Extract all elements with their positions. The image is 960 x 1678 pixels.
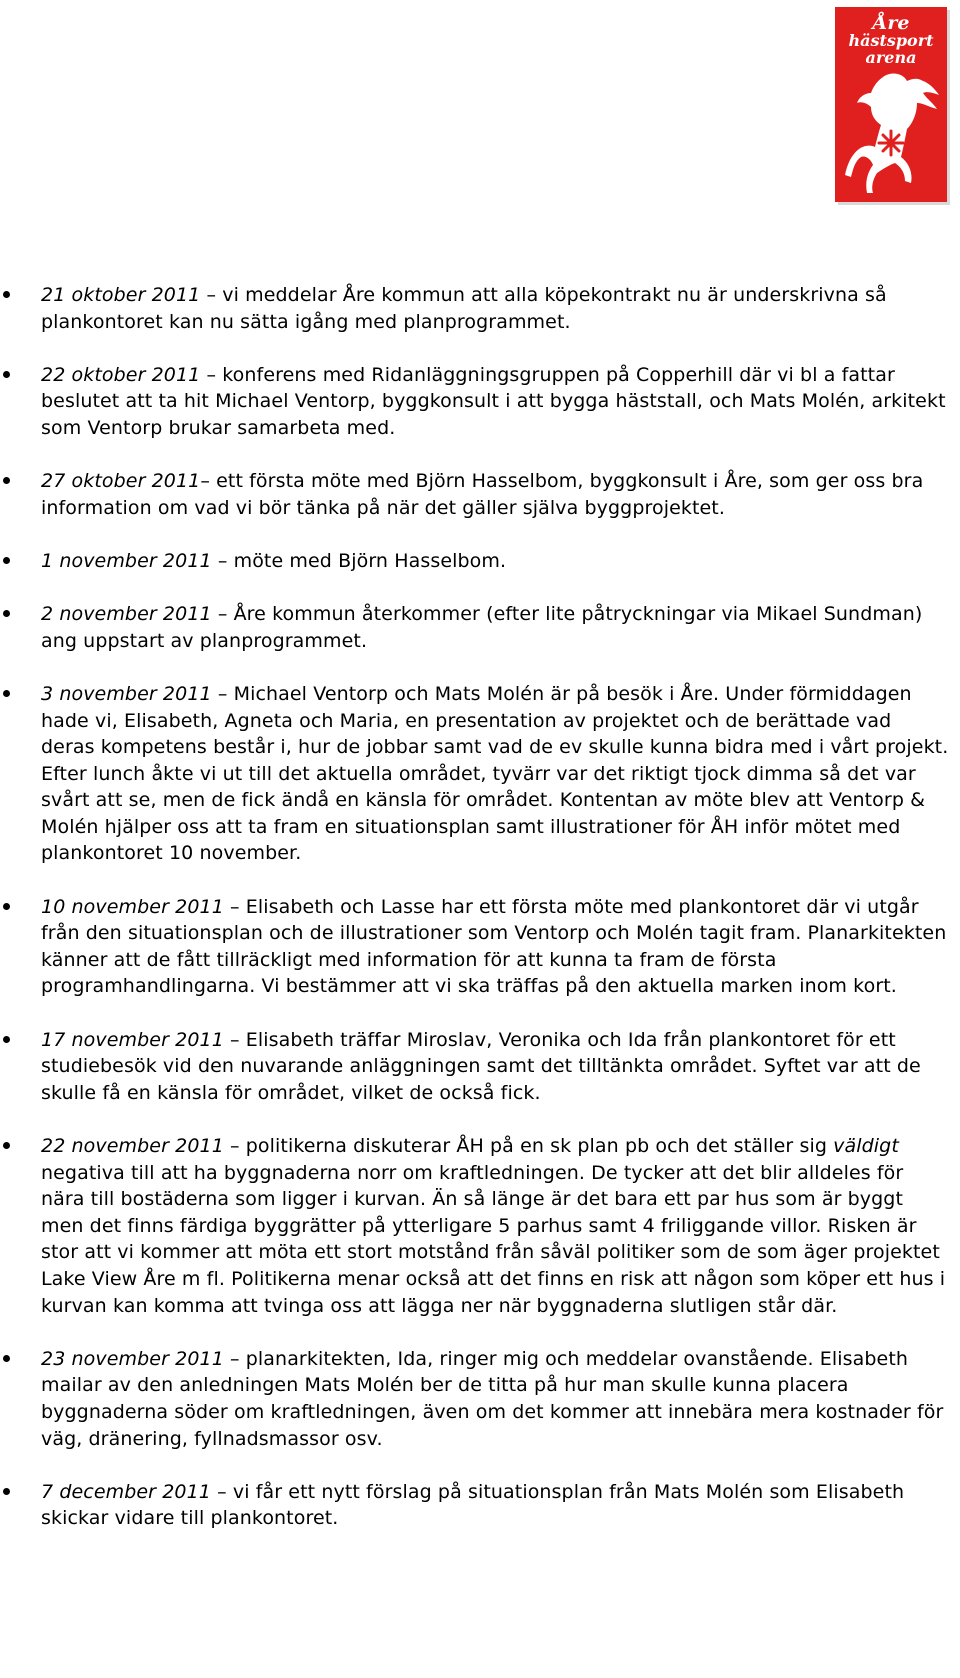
entry-date: 2 november 2011 (41, 603, 212, 626)
bullet-icon (3, 1036, 10, 1043)
bullet-icon (3, 1488, 10, 1495)
entry-date: 1 november 2011 (41, 549, 212, 572)
entry-date: 27 oktober 2011 (41, 470, 201, 493)
entry-date: 3 november 2011 (41, 682, 212, 705)
entry-text: – Åre kommun återkommer (efter lite påtryckningar via Mikael Sundman) ang uppstart av planprogrammet. (41, 603, 923, 652)
logo-wordmark (835, 12, 947, 67)
bullet-icon (3, 557, 10, 564)
list-item (0, 468, 960, 521)
list-item (0, 362, 960, 442)
bullet-icon (3, 371, 10, 378)
bullet-icon (3, 610, 10, 617)
logo-line-3: arena (865, 48, 917, 67)
logo-line-2: hästsport (848, 31, 934, 50)
entry-date: 10 november 2011 (41, 895, 224, 918)
logo-line-1: Åre (872, 12, 910, 34)
activity-log (0, 282, 960, 1559)
entry-date: 22 oktober 2011 (41, 363, 201, 386)
entry-date: 23 november 2011 (41, 1347, 224, 1370)
bullet-icon (3, 1355, 10, 1362)
entry-text: – Michael Ventorp och Mats Molén är på besök i Åre. Under förmiddagen hade vi, Elisabeth, Agneta och Maria, en presentation av projektet och de berättade vad deras kompetens består i, hur de jobbar samt vad de ev skulle kunna bidra med i vårt projekt. Efter lunch åkte vi ut till det aktuella området, tyvärr var det riktigt tjock dimma så det var svårt att se, men de fick ändå en känsla för området. Kontentan av möte blev att Ventorp & Molén hjälper oss att ta fram en situationsplan samt illustrationer för ÅH inför mötet med plankontoret 10 november. (41, 682, 949, 865)
entry-text-before: – politikerna diskuterar ÅH på en sk plan pb och det ställer sig (223, 1135, 834, 1157)
entry-text: – vi meddelar Åre kommun att alla köpekontrakt nu är underskrivna så plankontoret kan nu sätta igång med planprogrammet. (41, 284, 887, 333)
list-item (0, 1027, 960, 1107)
entry-text: – ett första möte med Björn Hasselbom, byggkonsult i Åre, som ger oss bra information om vad vi bör tänka på när det gäller själva byggprojektet. (41, 470, 924, 519)
entry-text: – planarkitekten, Ida, ringer mig och meddelar ovanstående. Elisabeth mailar av den anledningen Mats Molén ber de titta på hur man skulle kunna placera byggnaderna söder om kraftledningen, även om det kommer att innebära mera kostnader för väg, dränering, fyllnadsmassor osv. (41, 1347, 944, 1450)
entry-date: 21 oktober 2011 (41, 284, 201, 306)
entry-text: – vi får ett nytt förslag på situationsplan från Mats Molén som Elisabeth skickar vidare till plankontoret. (41, 1480, 905, 1530)
list-item (0, 548, 960, 575)
bullet-icon (3, 477, 10, 484)
bullet-icon (3, 291, 10, 298)
list-item (0, 1133, 960, 1319)
entry-date: 17 november 2011 (41, 1028, 224, 1051)
entry-emphasis: väldigt (833, 1135, 899, 1157)
horse-icon (843, 69, 941, 197)
logo (835, 7, 947, 202)
list-item (0, 601, 960, 654)
entry-date: 22 november 2011 (41, 1135, 224, 1157)
entry-text-after: negativa till att ha byggnaderna norr om kraftledningen. De tycker att det blir alldeles för nära till bostäderna som ligger i kurvan. Än så länge är det bara ett par hus som är byggt men det finns färdiga byggrätter på ytterligare 5 parhus samt 4 friliggande villor. Risken är stor att vi kommer att möta ett stort motstånd från såväl politiker som de som äger projektet Lake View Åre m fl. Politikerna menar också att det finns en risk att någon som köper ett hus i kurvan kan komma att tvinga oss att lägga ner när byggnaderna slutligen står där. (41, 1161, 946, 1317)
list-item (0, 1346, 960, 1452)
list-item (0, 1479, 960, 1532)
list-item (0, 282, 960, 335)
entry-text: – Elisabeth träffar Miroslav, Veronika och Ida från plankontoret för ett studiebesök vid den nuvarande anläggningen samt det tilltänkta området. Syftet var att de skulle få en känsla för området, vilket de också fick. (41, 1028, 921, 1104)
list-item (0, 681, 960, 867)
entry-text: – möte med Björn Hasselbom. (211, 549, 507, 572)
entry-text: – Elisabeth och Lasse har ett första möte med plankontoret där vi utgår från den situationsplan och de illustrationer som Ventorp och Molén tagit fram. Planarkitekten känner att de fått tillräckligt med information för att kunna ta fram de första programhandlingarna. Vi bestämmer att vi ska träffas på den aktuella marken inom kort. (41, 895, 947, 998)
list-item (0, 894, 960, 1000)
entry-date: 7 december 2011 (41, 1480, 211, 1503)
entry-text: – konferens med Ridanläggningsgruppen på Copperhill där vi bl a fattar beslutet att ta hit Michael Ventorp, byggkonsult i att bygga häststall, och Mats Molén, arkitekt som Ventorp brukar samarbeta med. (41, 363, 946, 439)
bullet-icon (3, 903, 10, 910)
bullet-icon (3, 1142, 10, 1149)
bullet-icon (3, 690, 10, 697)
